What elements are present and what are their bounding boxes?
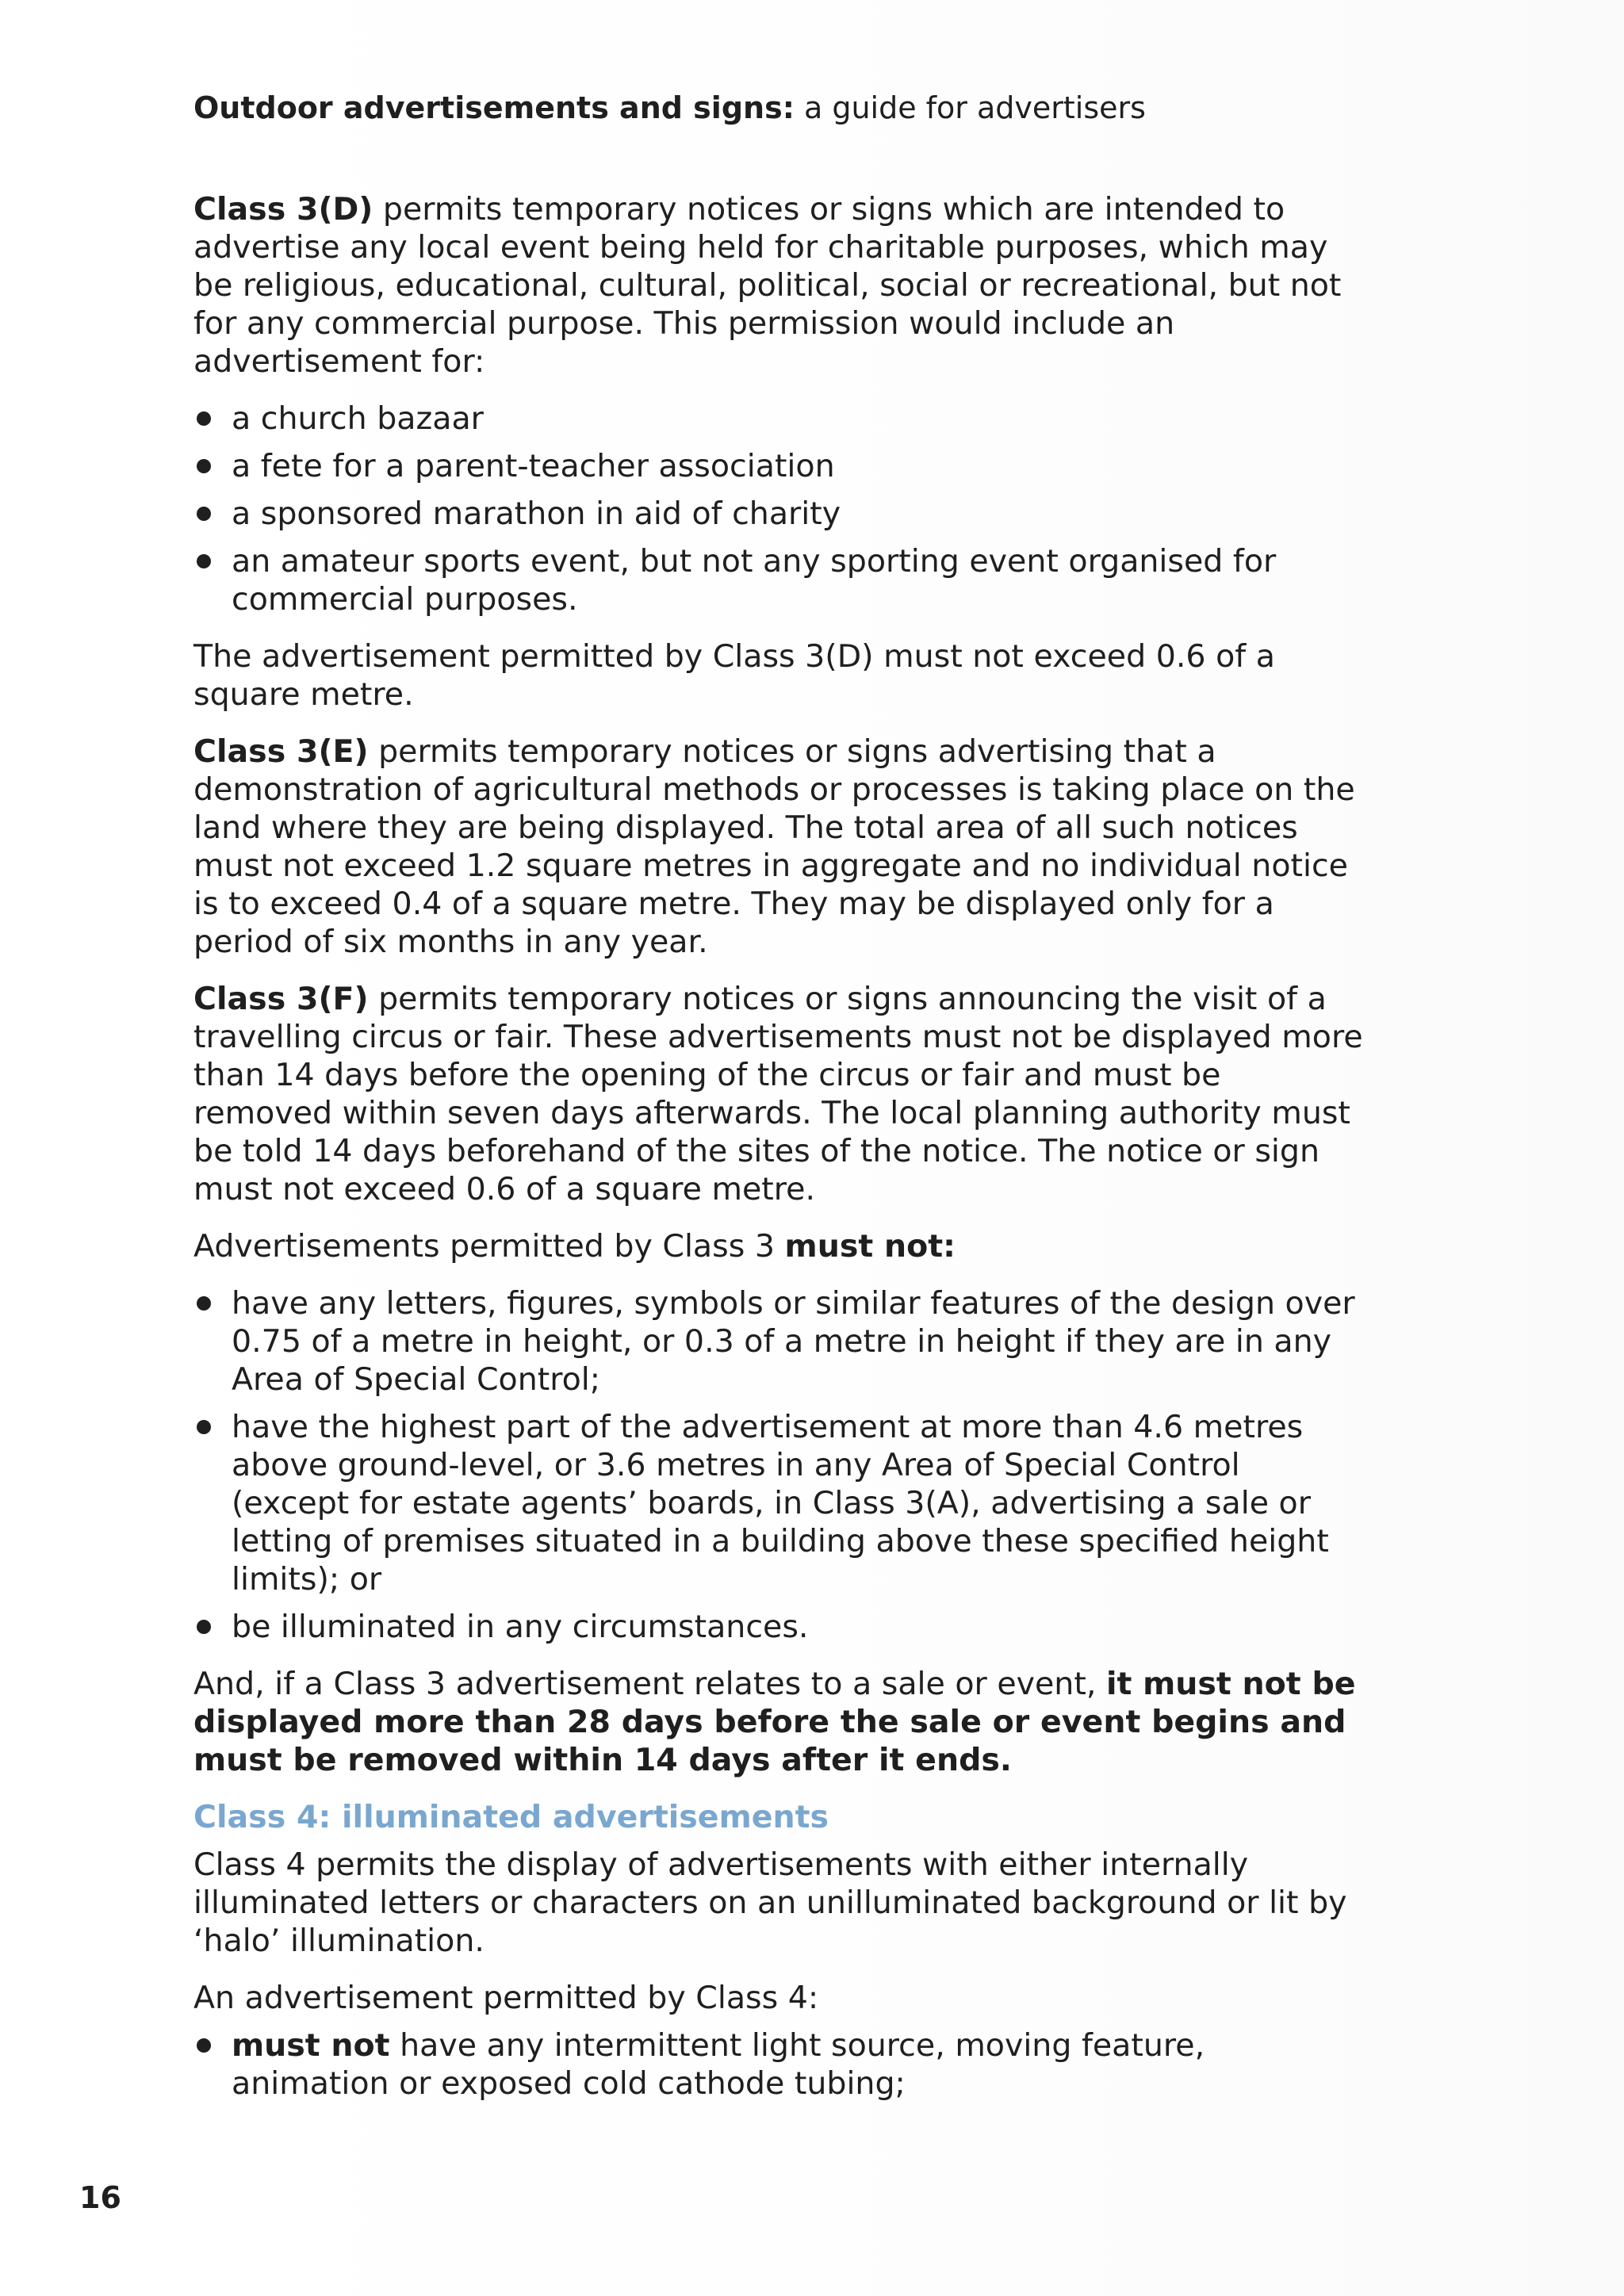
list-class-4-restrictions bbox=[193, 2026, 1367, 2103]
list-item-text: have the highest part of the advertisement at more than 4.6 metres above ground-level, or 3.6 metres in any Area of Special Control (except for estate agents’ boards, in Class 3(A), advertising a sale or letting of premises situated in a building above these specified height limits); or bbox=[232, 1409, 1329, 1598]
paragraph-class-3f bbox=[193, 980, 1367, 1208]
list-item-text: a sponsored marathon in aid of charity bbox=[232, 496, 841, 532]
restrictions-intro: Advertisements permitted by Class 3 bbox=[193, 1228, 785, 1265]
list-item bbox=[193, 1408, 1367, 1598]
bullet-icon bbox=[197, 1420, 211, 1434]
list-item-text: a fete for a parent-teacher association bbox=[232, 448, 835, 484]
running-header bbox=[193, 89, 1146, 127]
list-item-text: a church bazaar bbox=[232, 400, 484, 437]
paragraph-class-4: Class 4 permits the display of advertisements with either internally illuminated letters or characters on an unilluminated background or lit by ‘halo’ illumination. bbox=[193, 1846, 1347, 1959]
header-title-bold: Outdoor advertisements and signs: bbox=[193, 90, 795, 125]
bullet-icon bbox=[197, 411, 211, 426]
list-item bbox=[193, 447, 1367, 485]
class-3d-text: permits temporary notices or signs which are intended to advertise any local event being held for charitable purposes, which may be religious, educational, cultural, political, social or recreational, but not for any commercial purpose. This permission would include an advertisement for: bbox=[193, 191, 1342, 380]
list-item bbox=[193, 542, 1367, 618]
list-class-3-restrictions bbox=[193, 1284, 1367, 1646]
header-title-rest: a guide for advertisers bbox=[794, 90, 1146, 125]
paragraph-class-3-restrictions bbox=[193, 1227, 1367, 1265]
bullet-icon bbox=[197, 1296, 211, 1311]
list-item bbox=[193, 400, 1367, 438]
class-3d-label: Class 3(D) bbox=[193, 191, 373, 228]
class-3f-text: permits temporary notices or signs announcing the visit of a travelling circus or fair. These advertisements must not be displayed more than 14 days before the opening of the circus or fair and must be removed within seven days afterwards. The local planning authority must be told 14 days beforehand of the sites of the notice. The notice or sign must not exceed 0.6 of a square metre. bbox=[193, 981, 1363, 1207]
bullet-icon bbox=[197, 2038, 211, 2053]
list-item bbox=[193, 495, 1367, 533]
class-3e-label: Class 3(E) bbox=[193, 733, 369, 770]
restrictions-must-not: must not: bbox=[784, 1228, 956, 1265]
page-body bbox=[193, 190, 1367, 2122]
section-heading-class-4: Class 4: illuminated advertisements bbox=[193, 1799, 829, 1835]
paragraph-class-3e bbox=[193, 733, 1367, 961]
timing-text: And, if a Class 3 advertisement relates to a sale or event, bbox=[193, 1666, 1106, 1702]
list-item-text: have any letters, figures, symbols or similar features of the design over 0.75 of a metre in height, or 0.3 of a metre in height if they are in any Area of Special Control; bbox=[232, 1285, 1355, 1398]
list-charitable-events bbox=[193, 400, 1367, 618]
class-3e-text: permits temporary notices or signs advertising that a demonstration of agricultural methods or processes is taking place on the land where they are being displayed. The total area of all such notices must not exceed 1.2 square metres in aggregate and no individual notice is to exceed 0.4 of a square metre. They may be displayed only for a period of six months in any year. bbox=[193, 733, 1355, 960]
paragraph-class-3-timing bbox=[193, 1665, 1367, 1779]
page-number: 16 bbox=[79, 2180, 121, 2215]
list-item bbox=[193, 1284, 1367, 1399]
paragraph-class-3d-size: The advertisement permitted by Class 3(D) must not exceed 0.6 of a square metre. bbox=[193, 638, 1275, 713]
timing-bold: it must not be displayed more than 28 days before the sale or event begins and must be removed within 14 days after it ends. bbox=[193, 1666, 1356, 1778]
list-item-text: an amateur sports event, but not any sporting event organised for commercial purposes. bbox=[232, 543, 1277, 618]
bullet-icon bbox=[197, 507, 211, 521]
bullet-icon bbox=[197, 554, 211, 568]
list-item-text: have any intermittent light source, moving feature, animation or exposed cold cathode tubing; bbox=[232, 2027, 1205, 2102]
list-item-text: be illuminated in any circumstances. bbox=[232, 1609, 809, 1645]
list-item-bold: must not bbox=[232, 2027, 390, 2064]
paragraph-class-3d bbox=[193, 190, 1367, 381]
bullet-icon bbox=[197, 459, 211, 473]
class-3f-label: Class 3(F) bbox=[193, 981, 369, 1017]
bullet-icon bbox=[197, 1620, 211, 1634]
list-item bbox=[193, 1608, 1367, 1646]
list-item bbox=[193, 2026, 1367, 2103]
paragraph-class-4-intro: An advertisement permitted by Class 4: bbox=[193, 1980, 819, 2016]
